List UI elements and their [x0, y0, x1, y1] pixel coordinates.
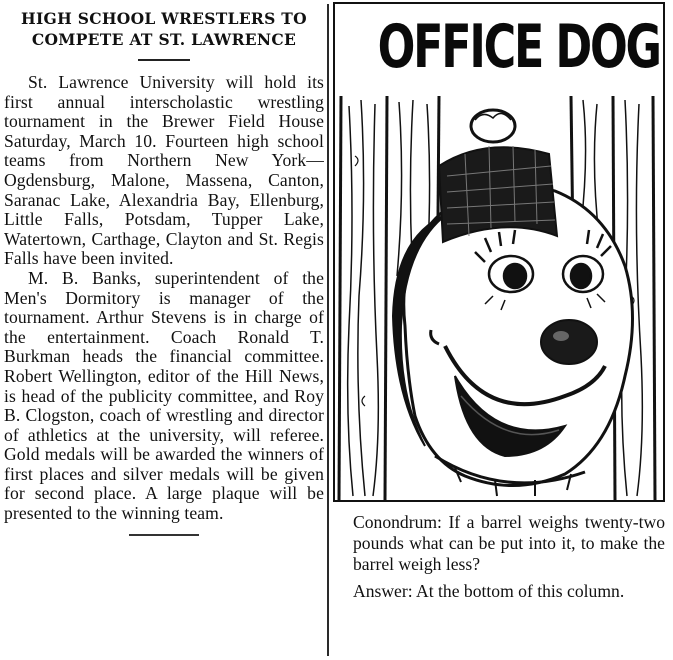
- comic-title: OFFICE DOG: [377, 12, 660, 82]
- headline-line-1: HIGH SCHOOL WRESTLERS TO: [21, 9, 307, 28]
- headline-line-2: COMPETE AT ST. LAWRENCE: [31, 30, 297, 49]
- dog-nose: [541, 320, 597, 364]
- conundrum-question: Conondrum: If a barrel weighs twenty-two pounds what can be put into it, to make the barrel weigh less?: [353, 512, 665, 574]
- article-column: [4, 6, 324, 654]
- conundrum-answer: Answer: At the bottom of this column.: [353, 581, 625, 601]
- comic-column: [333, 2, 667, 656]
- conundrum-box: [353, 512, 665, 602]
- comic-panel: [333, 2, 665, 502]
- article-paragraph-2: M. B. Banks, superintendent of the Men's Dormitory is manager of the tournament. Arthur Stevens is in charge of the entertainment. Coach Ronald T. Burkman heads the financial committee. Robert Wellington, editor of the Hill News, is head of the publicity committee, and Roy B. Clogston, coach of wrestling and director of athletics at the university, will referee. Gold medals will be awarded the winners of first places and silver medals will be given for second place. A large plaque will be presented to the winning team.: [4, 267, 324, 524]
- hat-pompom: [471, 110, 515, 142]
- dog-illustration: [335, 96, 663, 500]
- article-end-divider: [129, 534, 199, 536]
- column-divider: [327, 4, 329, 656]
- headline-divider: [138, 59, 190, 61]
- article-paragraph-1: St. Lawrence University will hold its first annual interscholastic wrestling tournament in the Brewer Field House Saturday, March 10. Fourteen high school teams from Northern New York—Ogdensburg, Malone, Massena, Canton, Saranac Lake, Alexandria Bay, Ellenburg, Little Falls, Potsdam, Tupper Lake, Watertown, Carthage, Clayton and St. Regis Falls have been invited.: [4, 72, 324, 269]
- article-body: [4, 73, 324, 524]
- dog-hat: [439, 110, 557, 242]
- article-headline: [4, 6, 324, 50]
